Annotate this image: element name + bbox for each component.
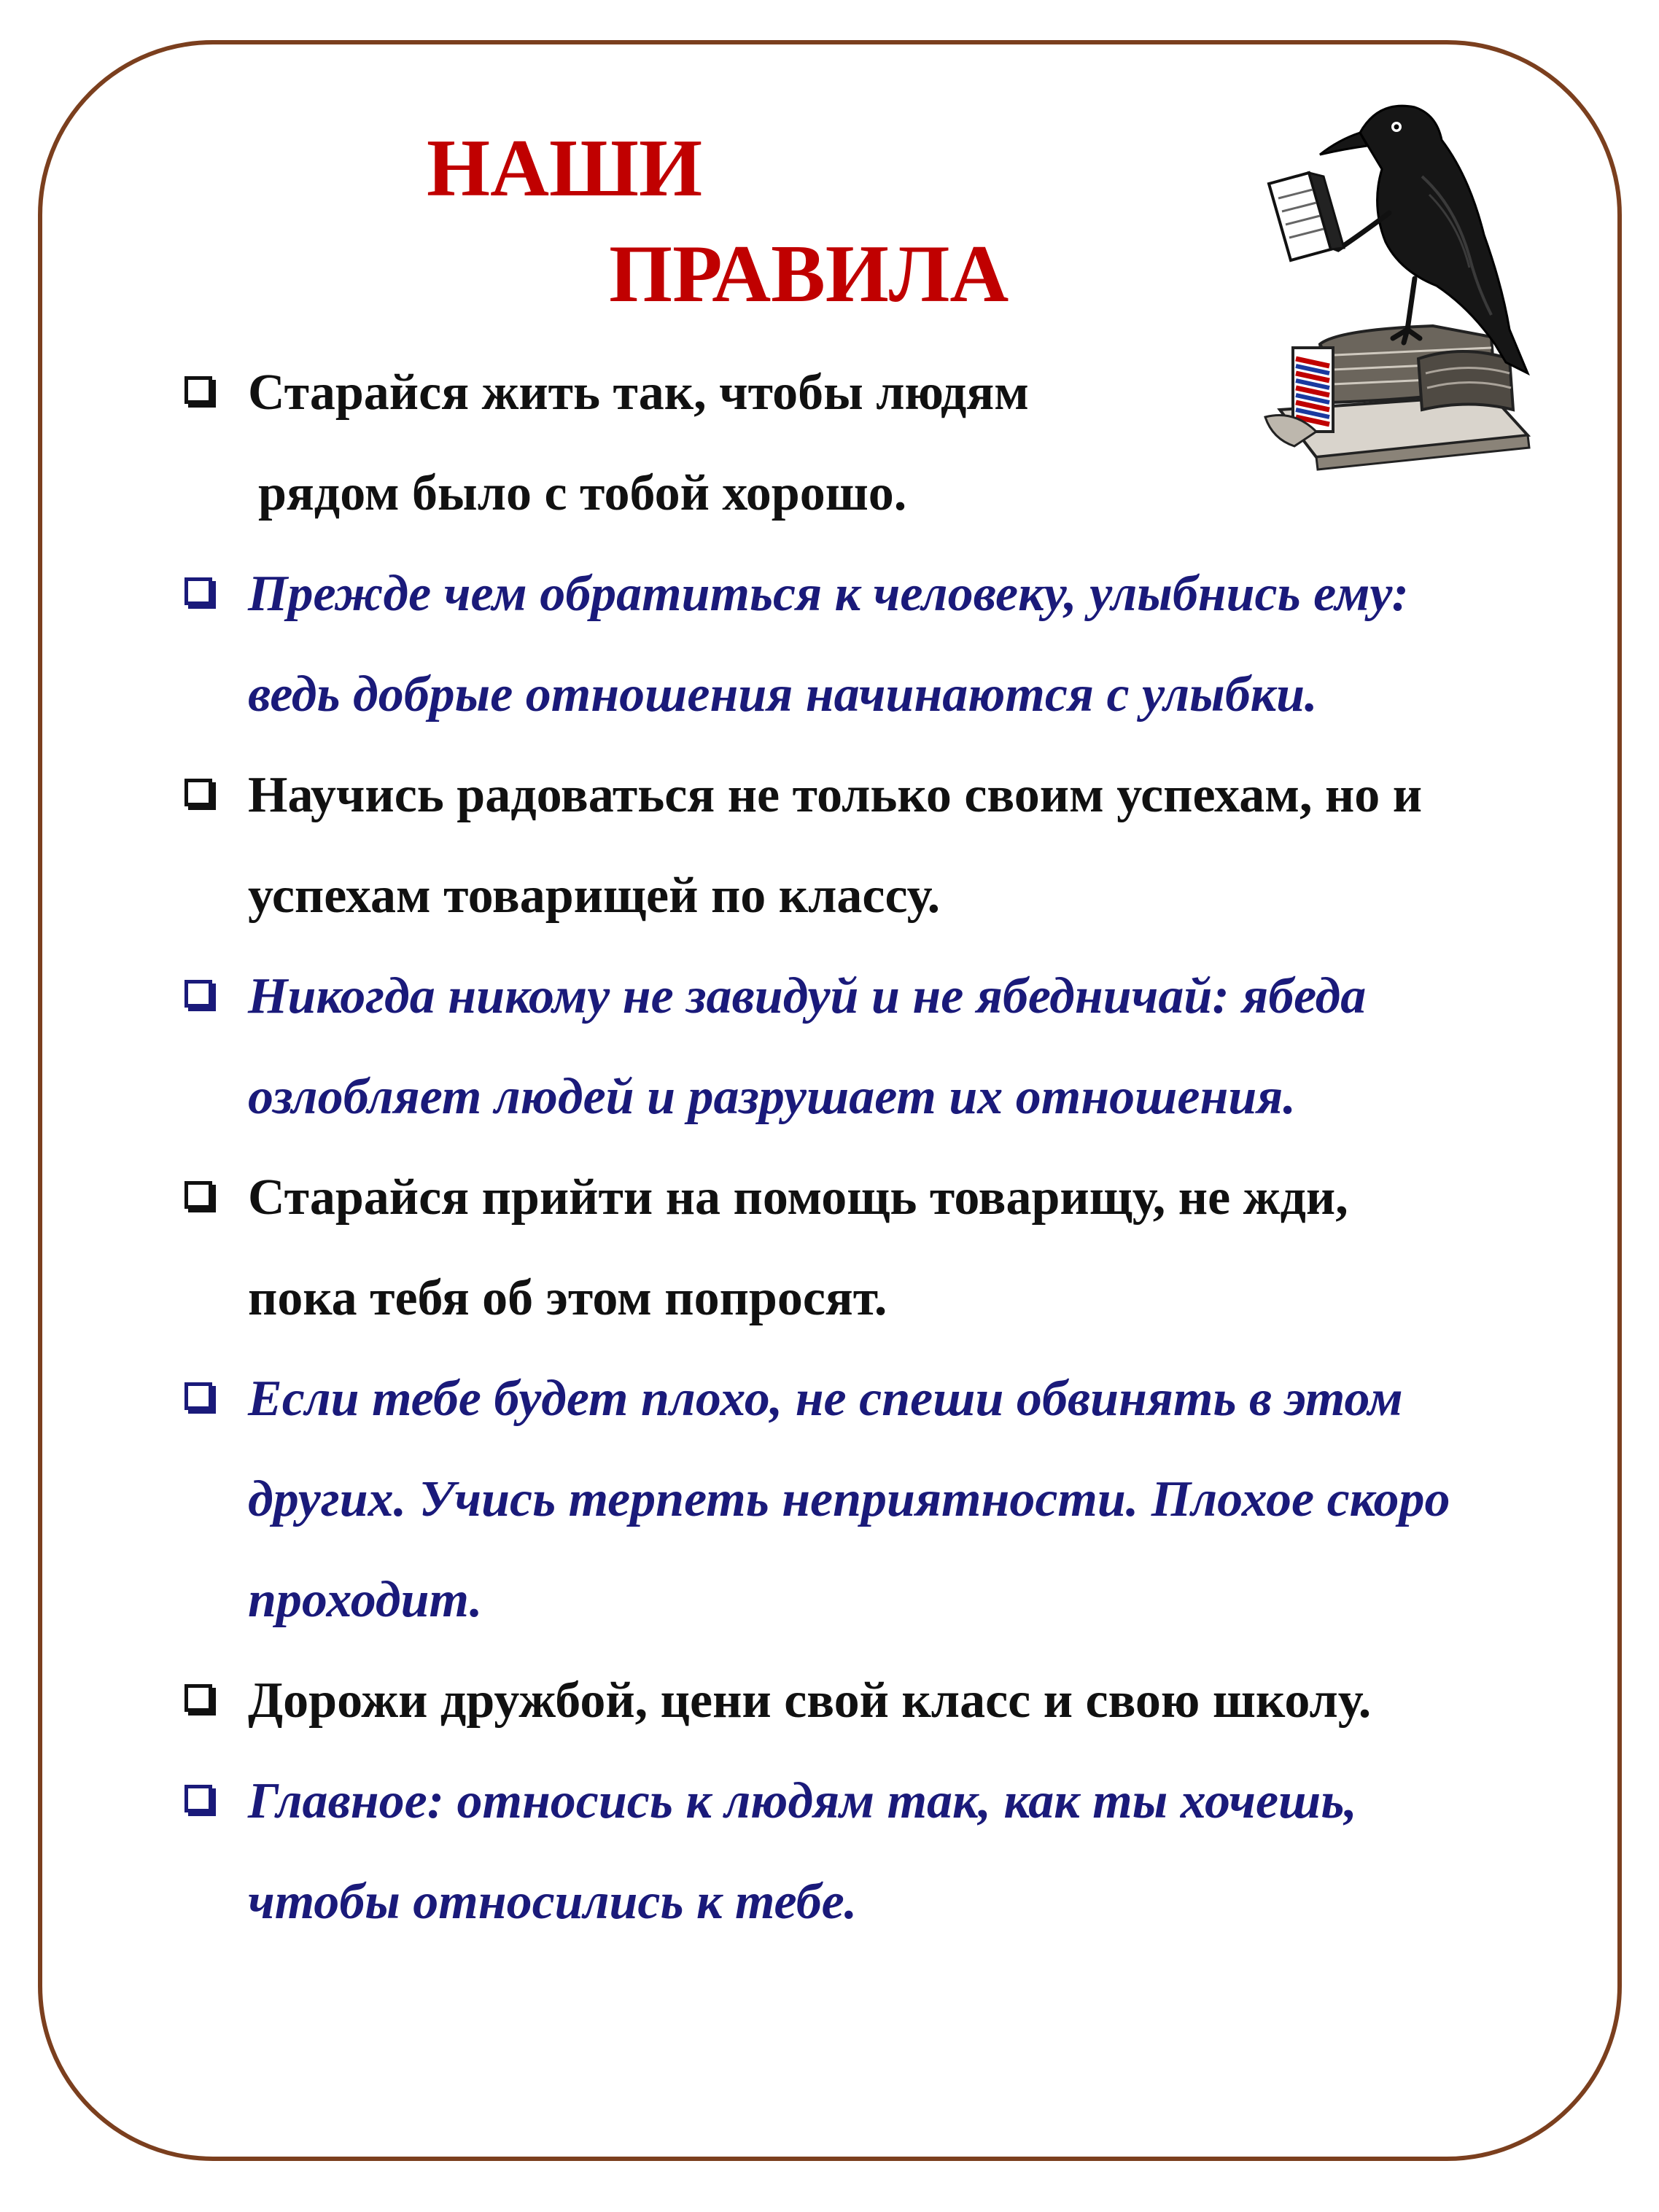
checkbox-icon bbox=[184, 1181, 212, 1209]
rule-text: Научись радоваться не только своим успехам, но и bbox=[248, 767, 1423, 823]
rule-text: Старайся жить так, чтобы людям bbox=[248, 365, 1029, 421]
rule-text: Если тебе будет плохо, не спеши обвинять в этом bbox=[248, 1371, 1403, 1427]
rule-text: рядом было с тобой хорошо. bbox=[258, 465, 907, 521]
page-title-line-1: НАШИ bbox=[427, 123, 703, 214]
rule-item-8 bbox=[179, 1751, 1586, 1952]
rule-item-5 bbox=[179, 1148, 1586, 1349]
rule-text: чтобы относились к тебе. bbox=[248, 1874, 858, 1930]
rule-text: других. Учись терпеть неприятности. Плохое скоро bbox=[248, 1471, 1450, 1527]
rule-text: Никогда никому не завидуй и не ябедничай: ябеда bbox=[248, 968, 1367, 1024]
rule-text: озлобляет людей и разрушает их отношения. bbox=[248, 1069, 1296, 1125]
rule-text: пока тебя об этом попросят. bbox=[248, 1270, 887, 1326]
rule-text: ведь добрые отношения начинаются с улыбки. bbox=[248, 666, 1318, 723]
page-title-line-2: ПРАВИЛА bbox=[609, 229, 1009, 319]
rule-text: успехам товарищей по классу. bbox=[248, 868, 941, 924]
checkbox-icon bbox=[184, 1382, 212, 1410]
checkbox-icon bbox=[184, 1785, 212, 1812]
rule-item-7 bbox=[179, 1651, 1586, 1751]
rule-text: проходит. bbox=[248, 1572, 483, 1628]
rule-text: Старайся прийти на помощь товарищу, не жди, bbox=[248, 1169, 1348, 1226]
checkbox-icon bbox=[184, 577, 212, 605]
rule-text: Главное: относись к людям так, как ты хочешь, bbox=[248, 1773, 1357, 1829]
rule-item-1 bbox=[179, 343, 1586, 544]
checkbox-icon bbox=[184, 779, 212, 806]
rule-item-2 bbox=[179, 544, 1586, 745]
checkbox-icon bbox=[184, 1684, 212, 1712]
checkbox-icon bbox=[184, 376, 212, 404]
rule-item-4 bbox=[179, 946, 1586, 1148]
rule-text: Прежде чем обратиться к человеку, улыбнись ему: bbox=[248, 566, 1409, 622]
rules-list bbox=[179, 343, 1586, 1952]
checkbox-icon bbox=[184, 980, 212, 1008]
rule-item-3 bbox=[179, 745, 1586, 946]
rule-item-6 bbox=[179, 1349, 1586, 1651]
rule-text: Дорожи дружбой, цени свой класс и свою школу. bbox=[248, 1672, 1372, 1729]
small-book-icon bbox=[1269, 173, 1344, 260]
